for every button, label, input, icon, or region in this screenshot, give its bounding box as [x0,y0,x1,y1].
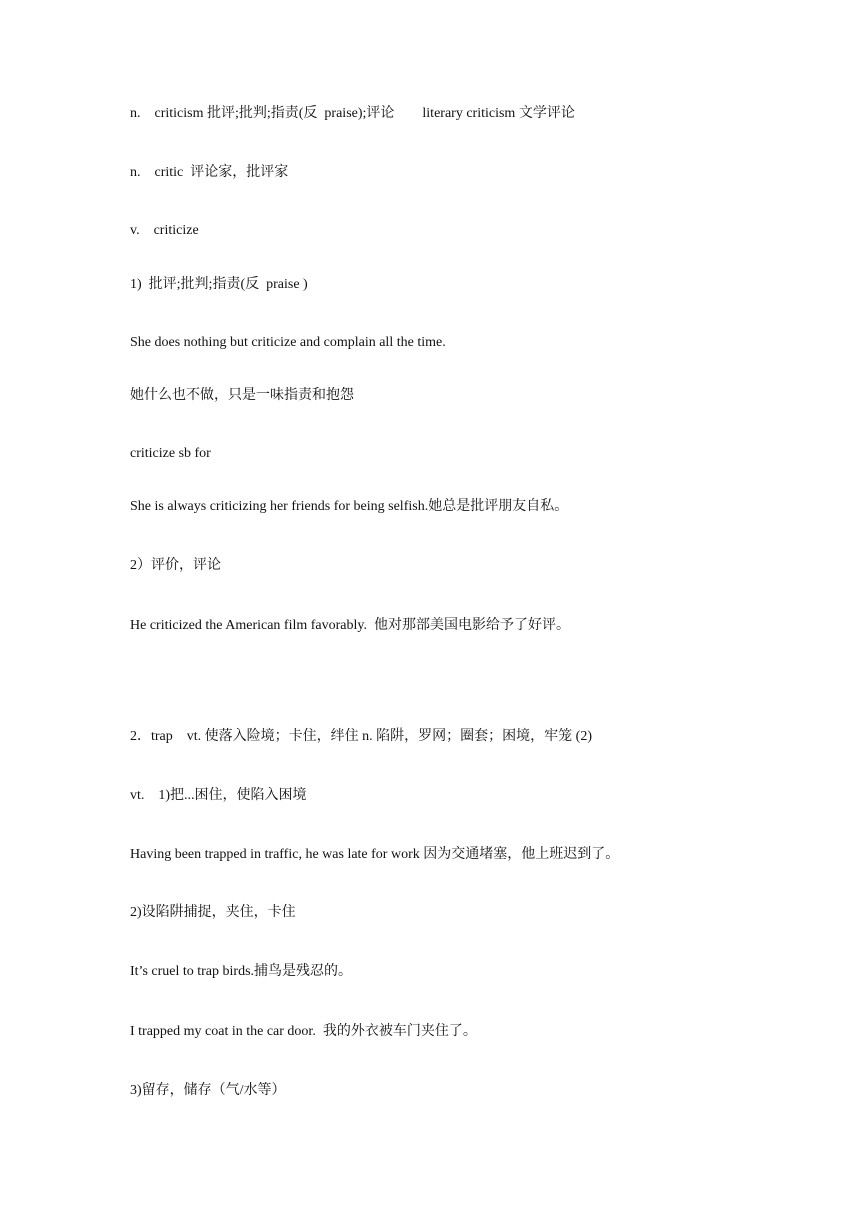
line-example-zh-1: 她什么也不做，只是一味指责和抱怨 [130,388,354,403]
line-example-3: He criticized the American film favorably. 他对那部美国电影给予了好评。 [130,618,570,633]
line-trap-meaning-1: vt. 1)把...困住，使陷入困境 [130,788,307,803]
line-critic-noun: n. critic 评论家，批评家 [130,165,289,180]
line-trap-meaning-2: 2)设陷阱捕捉，夹住，卡住 [130,905,296,920]
line-meaning-2: 2）评价，评论 [130,558,221,573]
line-trap-example-1: Having been trapped in traffic, he was late for work 因为交通堵塞，他上班迟到了。 [130,847,620,862]
line-meaning-1: 1) 批评;批判;指责(反 praise ) [130,277,308,292]
line-trap-heading: 2．trap vt. 使落入险境；卡住，绊住 n. 陷阱，罗网；圈套；困境，牢笼 (2) [130,729,592,744]
line-trap-example-3: I trapped my coat in the car door. 我的外衣被车门夹住了。 [130,1024,477,1039]
line-trap-example-2: It’s cruel to trap birds.捕鸟是残忍的。 [130,964,353,979]
line-example-en-1: She does nothing but criticize and complain all the time. [130,335,446,350]
line-criticism-noun: n. criticism 批评;批判;指责(反 praise);评论 literary criticism 文学评论 [130,106,575,121]
line-trap-meaning-3: 3)留存，储存（气/水等） [130,1083,286,1098]
line-example-2: She is always criticizing her friends for being selfish.她总是批评朋友自私。 [130,499,569,514]
line-phrase-criticize-sb-for: criticize sb for [130,446,211,461]
line-criticize-verb: v. criticize [130,223,199,238]
